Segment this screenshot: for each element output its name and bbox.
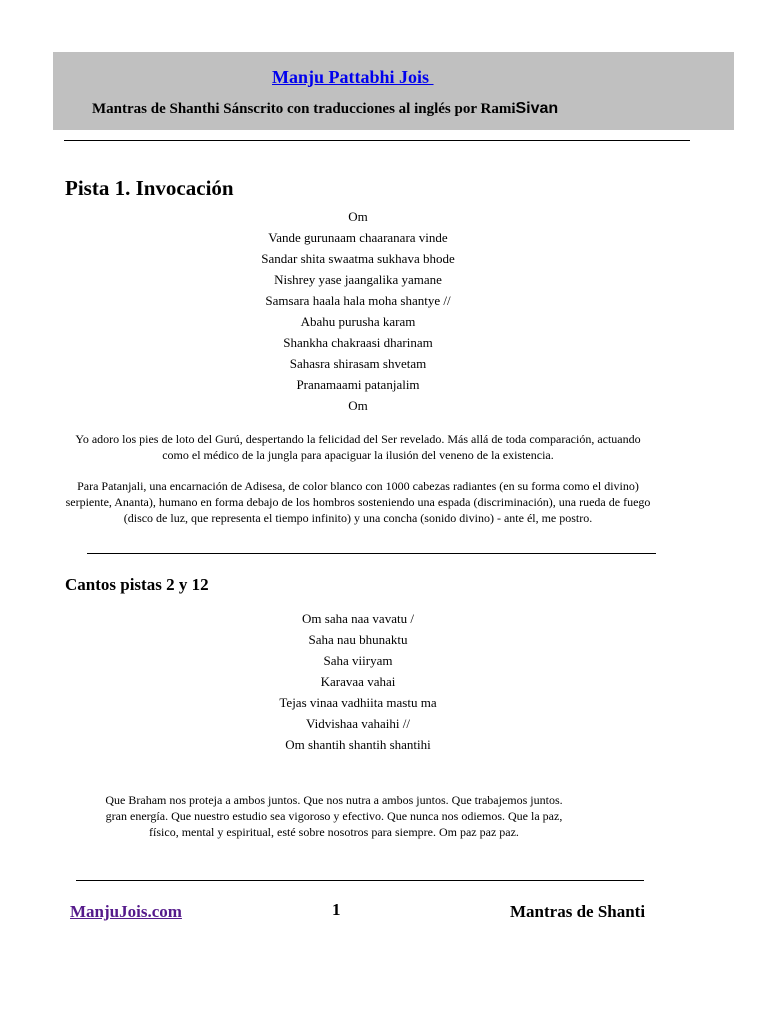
- verse-line: Sandar shita swaatma sukhava bhode: [261, 251, 455, 266]
- invocation-verse: [0, 206, 716, 416]
- site-title-link[interactable]: Manju Pattabhi Jois: [272, 67, 434, 87]
- translation-line: serpiente, Ananta), humano en forma debajo de los hombros sosteniendo una espada (discriminación), una rueda de fuego: [65, 495, 651, 509]
- translation-line: Para Patanjali, una encarnación de Adisesa, de color blanco con 1000 cabezas radiantes (en su forma como el divino): [77, 479, 639, 493]
- footer-site-link[interactable]: ManjuJois.com: [70, 902, 182, 921]
- verse-line: Sahasra shirasam shvetam: [289, 356, 427, 371]
- section1-title: Pista 1. Invocación: [65, 176, 234, 200]
- page-number: 1: [332, 900, 341, 919]
- footer-divider: [76, 880, 644, 881]
- section2-title: Cantos pistas 2 y 12: [65, 575, 209, 594]
- translation-line: físico, mental y espiritual, esté sobre nosotros para siempre. Om paz paz paz.: [149, 825, 519, 839]
- verse-line: Shankha chakraasi dharinam: [283, 335, 433, 350]
- translation-line: (disco de luz, que representa el tiempo infinito) y una concha (sonido divino) - ante él, me postro.: [123, 511, 593, 525]
- verse-line: Om: [348, 398, 368, 413]
- header-banner: [53, 52, 734, 130]
- verse-line: Pranamaami patanjalim: [296, 377, 420, 392]
- subtitle-main: Mantras de Shanthi Sánscrito con traducciones al inglés por Rami: [92, 101, 516, 117]
- invocation-translation-1: [58, 431, 658, 463]
- verse-line: Nishrey yase jaangalika yamane: [274, 272, 442, 287]
- footer-doc-title: Mantras de Shanti: [510, 902, 646, 921]
- verse-line: Saha nau bhunaktu: [308, 632, 408, 647]
- verse-line: Tejas vinaa vadhiita mastu ma: [279, 695, 437, 710]
- translation-line: Que Braham nos proteja a ambos juntos. Que nos nutra a ambos juntos. Que trabajemos juntos.: [105, 793, 563, 807]
- verse-line: Om: [348, 209, 368, 224]
- verse-line: Vande gurunaam chaaranara vinde: [268, 230, 448, 245]
- verse-line: Vidvishaa vahaihi //: [306, 716, 410, 731]
- verse-line: Karavaa vahai: [320, 674, 396, 689]
- subtitle-author-name: Sivan: [515, 100, 559, 117]
- verse-line: Abahu purusha karam: [300, 314, 416, 329]
- chant-verse: [0, 608, 716, 755]
- translation-line: gran energía. Que nuestro estudio sea vigoroso y efectivo. Que nunca nos odiemos. Que la paz,: [105, 809, 563, 823]
- page-subtitle: [92, 100, 558, 118]
- verse-line: Samsara haala hala moha shantye //: [265, 293, 451, 308]
- translation-line: Yo adoro los pies de loto del Gurú, despertando la felicidad del Ser revelado. Más allá de toda comparación, actuando: [75, 432, 641, 446]
- chant-translation: [34, 792, 634, 840]
- verse-line: Om shantih shantih shantihi: [285, 737, 431, 752]
- header-divider: [64, 140, 690, 141]
- verse-line: Om saha naa vavatu /: [302, 611, 414, 626]
- verse-line: Saha viiryam: [323, 653, 393, 668]
- translation-line: como el médico de la jungla para apaciguar la ilusión del veneno de la existencia.: [162, 448, 554, 462]
- invocation-translation-2: [58, 478, 658, 526]
- section-divider: [87, 553, 656, 554]
